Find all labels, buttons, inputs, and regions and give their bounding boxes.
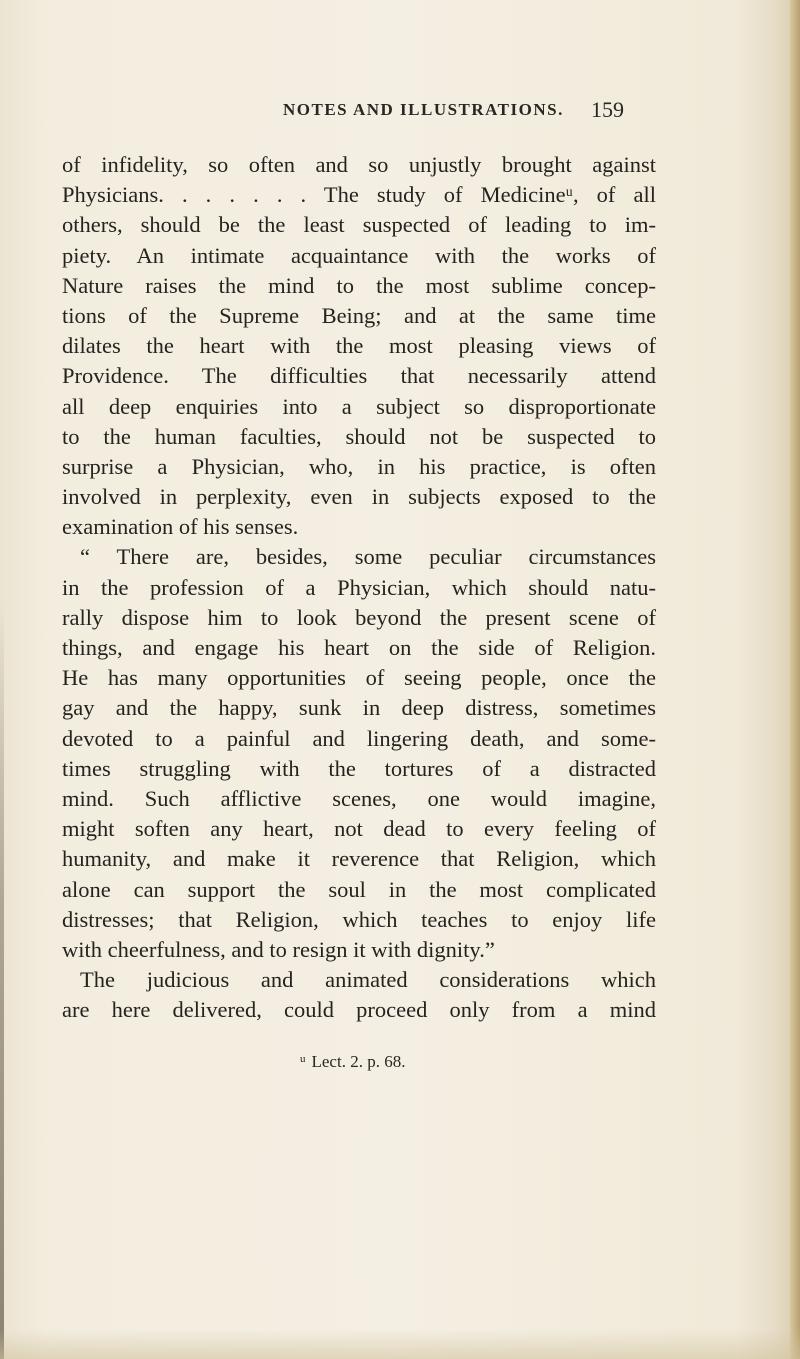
text-line: of infidelity, so often and so unjustly brought against bbox=[62, 152, 656, 177]
text-line: involved in perplexity, even in subjects exposed to the bbox=[62, 484, 656, 510]
text-line: Nature raises the mind to the most sublime concep- bbox=[62, 272, 656, 298]
text-line: alone can support the soul in the most complicated bbox=[62, 876, 656, 902]
bottom-shadow bbox=[0, 1329, 800, 1359]
text-line: to the human faculties, should not be suspected to bbox=[62, 423, 656, 449]
footnote bbox=[300, 1052, 405, 1072]
text-line: examination of his senses. bbox=[62, 514, 299, 540]
footnote-text: Lect. 2. p. 68. bbox=[311, 1052, 406, 1071]
text-line: with cheerfulness, and to resign it with dignity.” bbox=[62, 936, 495, 962]
text-line: might soften any heart, not dead to every feeling of bbox=[62, 816, 656, 842]
running-title: NOTES AND ILLUSTRATIONS. bbox=[283, 100, 564, 119]
text-line: mind. Such afflictive scenes, one would imagine, bbox=[62, 785, 656, 811]
text-line: things, and engage his heart on the side of Religion. bbox=[62, 635, 656, 660]
text-line: gay and the happy, sunk in deep distress, sometimes bbox=[62, 695, 656, 721]
footnote-marker: u bbox=[300, 1053, 306, 1065]
text-line: are here delivered, could proceed only from a mind bbox=[62, 997, 656, 1023]
page-edge-shadow bbox=[790, 0, 800, 1359]
text-line: The judicious and animated considerations which bbox=[80, 967, 656, 993]
text-line: rally dispose him to look beyond the present scene of bbox=[62, 604, 656, 630]
text-line: distresses; that Religion, which teaches to enjoy life bbox=[62, 906, 656, 932]
page-number: 159 bbox=[591, 97, 624, 122]
text-line: “ There are, besides, some peculiar circumstances bbox=[80, 544, 656, 570]
text-line: devoted to a painful and lingering death, and some- bbox=[62, 725, 656, 751]
text-line: times struggling with the tortures of a distracted bbox=[62, 755, 656, 781]
text-line: humanity, and make it reverence that Religion, which bbox=[62, 846, 656, 872]
text-line: Physicians. . . . . . . The study of Medicineᵘ, of all bbox=[62, 182, 656, 208]
binding-shadow bbox=[0, 600, 4, 1359]
text-line: surprise a Physician, who, in his practice, is often bbox=[62, 453, 656, 479]
text-line: He has many opportunities of seeing people, once the bbox=[62, 665, 656, 691]
body-text bbox=[62, 150, 656, 1025]
text-line: others, should be the least suspected of leading to im- bbox=[62, 212, 656, 238]
text-line: piety. An intimate acquaintance with the works of bbox=[62, 242, 656, 268]
text-line: all deep enquiries into a subject so disproportionate bbox=[62, 393, 656, 419]
text-line: tions of the Supreme Being; and at the same time bbox=[62, 302, 656, 328]
text-line: dilates the heart with the most pleasing views of bbox=[62, 333, 656, 359]
text-line: in the profession of a Physician, which should natu- bbox=[62, 574, 656, 600]
text-line: Providence. The difficulties that necessarily attend bbox=[62, 363, 656, 389]
